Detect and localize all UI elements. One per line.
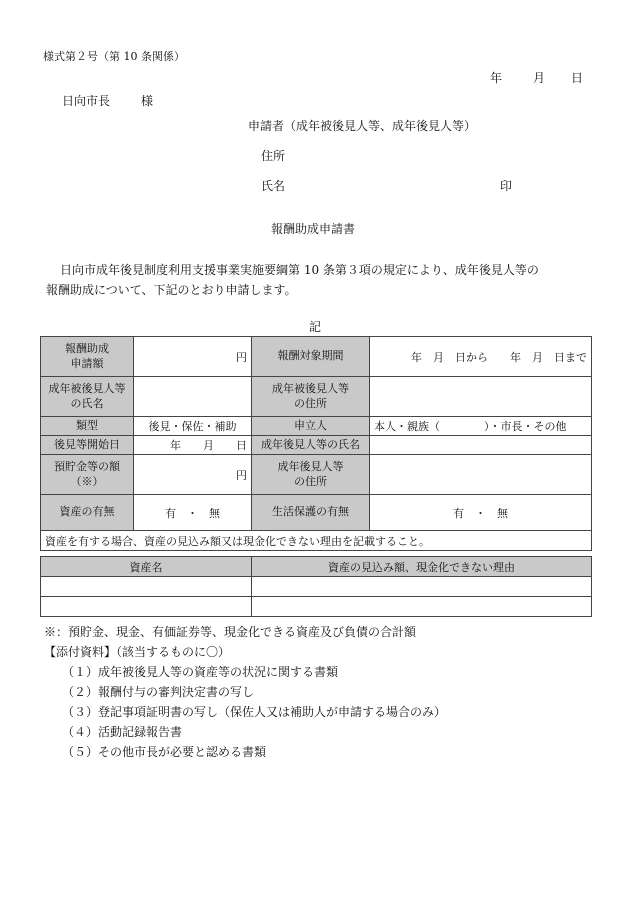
assets-table xyxy=(40,556,592,617)
ward-address-field[interactable] xyxy=(370,377,592,417)
label-ward-address: 成年被後見人等 の住所 xyxy=(252,377,370,417)
date-year: 年 xyxy=(490,71,503,85)
intro-line-2: 報酬助成について、下記のとおり申請します。 xyxy=(46,283,297,297)
date-day: 日 xyxy=(571,71,584,85)
assets-col-reason: 資産の見込み額、現金化できない理由 xyxy=(252,557,592,577)
label-savings: 預貯金等の額 （※） xyxy=(41,455,134,495)
date-month: 月 xyxy=(533,71,546,85)
amount-field[interactable]: 円 xyxy=(134,337,252,377)
attachment-item: （４）活動記録報告書 xyxy=(62,725,183,739)
attachment-item: （１）成年被後見人等の資産等の状況に関する書類 xyxy=(62,665,339,679)
application-table xyxy=(40,336,592,551)
savings-field[interactable]: 円 xyxy=(134,455,252,495)
label-guardian-address: 成年後見人等 の住所 xyxy=(252,455,370,495)
form-number: 様式第２号（第 10 条関係） xyxy=(43,50,185,63)
welfare-options[interactable]: 有 ・ 無 xyxy=(370,495,592,531)
label-petitioner: 申立人 xyxy=(252,417,370,436)
assets-note: 資産を有する場合、資産の見込み額又は現金化できない理由を記載すること。 xyxy=(41,531,592,551)
assets-row xyxy=(41,597,592,617)
label-guardian-name: 成年後見人等の氏名 xyxy=(252,436,370,455)
guardian-name-field[interactable] xyxy=(370,436,592,455)
asset-name-cell[interactable] xyxy=(41,597,252,617)
period-field[interactable]: 年 月 日から 年 月 日まで xyxy=(370,337,592,377)
attachments-heading: 【添付資料】（該当するものに〇） xyxy=(44,645,231,659)
addressee-name: 日向市長 xyxy=(62,94,111,108)
row-type xyxy=(41,417,592,436)
row-assets xyxy=(41,495,592,531)
row-ward xyxy=(41,377,592,417)
petitioner-options[interactable]: 本人・親族（ ）・市長・その他 xyxy=(370,417,592,436)
intro-line-1: 日向市成年後見制度利用支援事業実施要綱第 10 条第３項の規定により、成年後見人等の xyxy=(60,263,539,277)
seal-mark: 印 xyxy=(500,179,513,193)
document-title: 報酬助成申請書 xyxy=(271,222,356,236)
row-amount xyxy=(41,337,592,377)
start-date-field[interactable]: 年 月 日 xyxy=(134,436,252,455)
footnote: ※：預貯金、現金、有価証券等、現金化できる資産及び負債の合計額 xyxy=(44,625,417,639)
name-label: 氏名 xyxy=(261,179,286,193)
label-type: 類型 xyxy=(41,417,134,436)
asset-reason-cell[interactable] xyxy=(252,577,592,597)
assets-row xyxy=(41,577,592,597)
label-amount: 報酬助成 申請額 xyxy=(41,337,134,377)
row-savings xyxy=(41,455,592,495)
label-start-date: 後見等開始日 xyxy=(41,436,134,455)
label-period: 報酬対象期間 xyxy=(252,337,370,377)
assets-header-row xyxy=(41,557,592,577)
attachment-item: （３）登記事項証明書の写し（保佐人又は補助人が申請する場合のみ） xyxy=(62,705,447,719)
has-assets-options[interactable]: 有 ・ 無 xyxy=(134,495,252,531)
address-label: 住所 xyxy=(261,149,286,163)
asset-name-cell[interactable] xyxy=(41,577,252,597)
assets-col-name: 資産名 xyxy=(41,557,252,577)
ki-mark: 記 xyxy=(309,320,322,334)
guardian-address-field[interactable] xyxy=(370,455,592,495)
row-start-date xyxy=(41,436,592,455)
applicant-label: 申請者（成年被後見人等、成年後見人等） xyxy=(248,119,477,133)
label-has-assets: 資産の有無 xyxy=(41,495,134,531)
addressee-honorific: 様 xyxy=(141,94,154,108)
row-note xyxy=(41,531,592,551)
attachment-item: （５）その他市長が必要と認める書類 xyxy=(62,745,267,759)
type-options[interactable]: 後見・保佐・補助 xyxy=(134,417,252,436)
label-welfare: 生活保護の有無 xyxy=(252,495,370,531)
ward-name-field[interactable] xyxy=(134,377,252,417)
attachment-item: （２）報酬付与の審判決定書の写し xyxy=(62,685,255,699)
asset-reason-cell[interactable] xyxy=(252,597,592,617)
label-ward-name: 成年被後見人等 の氏名 xyxy=(41,377,134,417)
